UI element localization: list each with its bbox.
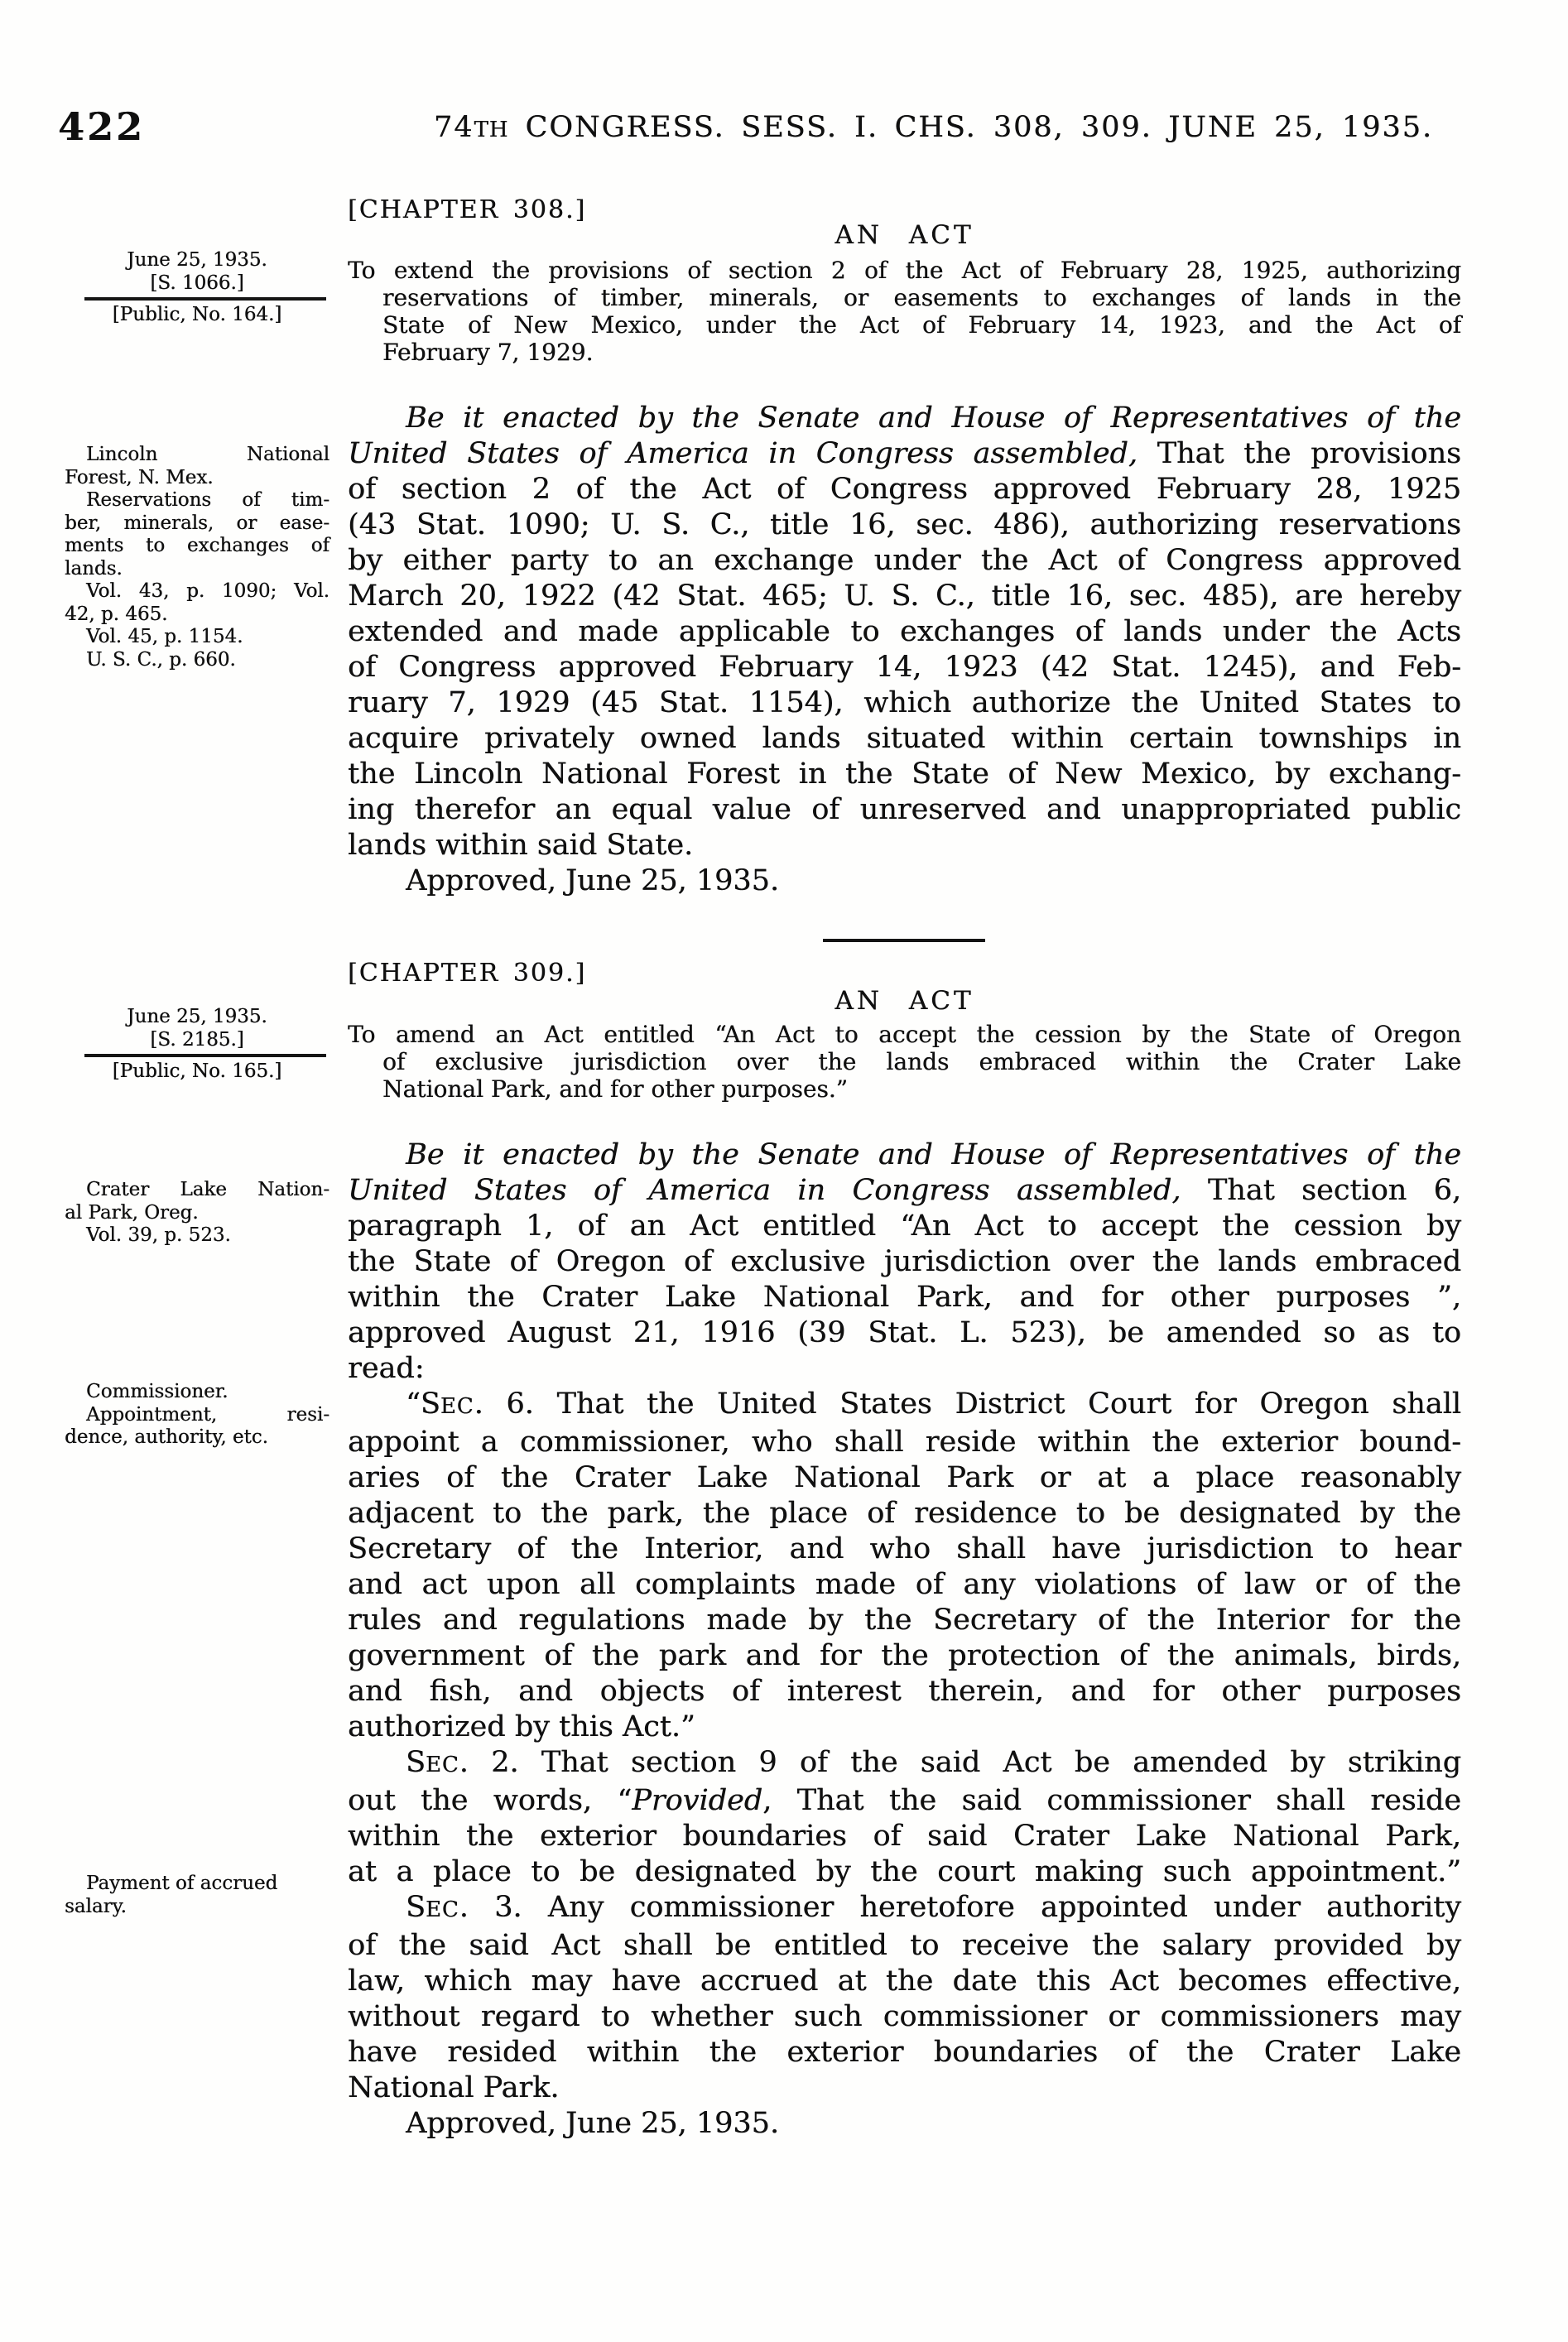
- act-label: AN ACT: [835, 986, 974, 1016]
- text-line: SEC. 2. That section 9 of the said Act be amended by striking: [406, 1746, 1461, 1779]
- sidenote-bill-number: [S. 1066.]: [150, 272, 244, 294]
- text-line: ments to exchanges of: [65, 535, 329, 556]
- text-line: and act upon all complaints made of any violations of law or of the: [348, 1568, 1461, 1601]
- margin-note-payment-salary: [65, 1873, 329, 1918]
- sidenote-date: June 25, 1935.: [127, 249, 267, 271]
- text-line: Commissioner.: [86, 1381, 228, 1402]
- text-line: and fish, and objects of interest therein, and for other purposes: [348, 1675, 1461, 1708]
- text-line: read:: [348, 1352, 425, 1385]
- text-line: U. S. C., p. 660.: [86, 648, 236, 671]
- text-line: adjacent to the park, the place of residence to be designated by the: [348, 1497, 1461, 1530]
- text-line: al Park, Oreg.: [65, 1201, 199, 1224]
- text-line: Vol. 43, p. 1090; Vol.: [86, 580, 329, 602]
- text-line: the State of Oregon of exclusive jurisdiction over the lands embraced: [348, 1245, 1461, 1278]
- text-line: authorized by this Act.”: [348, 1710, 695, 1743]
- sidenote-bill-number: [S. 2185.]: [150, 1029, 244, 1051]
- text-line: lands.: [65, 557, 123, 579]
- text-line: salary.: [65, 1895, 127, 1917]
- text-line: within the Crater Lake National Park, and for other purposes ”,: [348, 1281, 1461, 1314]
- sidenote-date-block: [65, 248, 329, 326]
- text-line: by either party to an exchange under the Act of Congress approved: [348, 544, 1461, 577]
- text-line: Be it enacted by the Senate and House of Representatives of the: [406, 402, 1461, 435]
- text-line: government of the park and for the protection of the animals, birds,: [348, 1639, 1461, 1672]
- text-line: extended and made applicable to exchanges of lands under the Acts: [348, 615, 1461, 648]
- text-line: of the said Act shall be entitled to receive the salary provided by: [348, 1929, 1461, 1962]
- text-line: February 7, 1929.: [382, 339, 594, 366]
- text-line: National Park.: [348, 2071, 560, 2104]
- text-line: at a place to be designated by the court making such appointment.”: [348, 1855, 1461, 1888]
- margin-note-crater-lake: [65, 1179, 329, 1248]
- text-line: lands within said State.: [348, 829, 694, 862]
- act-body: [348, 401, 1461, 899]
- text-line: of section 2 of the Act of Congress approved February 28, 1925: [348, 473, 1461, 506]
- text-line: To amend an Act entitled “An Act to accept the cession by the State of Oregon: [348, 1021, 1461, 1048]
- text-line: of Congress approved February 14, 1923 (42 Stat. 1245), and Feb-: [348, 651, 1461, 684]
- sidenote-public-number: [Public, No. 165.]: [112, 1060, 282, 1082]
- text-line: United States of America in Congress assembled, That the provisions: [348, 437, 1461, 470]
- text-line: Be it enacted by the Senate and House of Representatives of the: [406, 1138, 1461, 1171]
- text-line: 42, p. 465.: [65, 603, 168, 625]
- margin-note-lincoln-forest: [65, 444, 329, 671]
- sidenote-date: June 25, 1935.: [127, 1006, 267, 1027]
- chapter-heading: [CHAPTER 308.]: [348, 195, 587, 224]
- text-line: Vol. 45, p. 1154.: [86, 626, 243, 647]
- text-line: Payment of accrued: [86, 1873, 278, 1894]
- text-line: ruary 7, 1929 (45 Stat. 1154), which authorize the United States to: [348, 686, 1461, 719]
- text-line: To extend the provisions of section 2 of the Act of February 28, 1925, authorizing: [348, 257, 1461, 284]
- margin-note-commissioner: [65, 1381, 329, 1450]
- text-line: reservations of timber, minerals, or easements to exchanges of lands in the: [382, 284, 1461, 311]
- text-line: Vol. 39, p. 523.: [86, 1224, 231, 1246]
- text-line: within the exterior boundaries of said Crater Lake National Park,: [348, 1820, 1461, 1853]
- text-line: paragraph 1, of an Act entitled “An Act to accept the cession by: [348, 1209, 1461, 1243]
- text-line: State of New Mexico, under the Act of February 14, 1923, and the Act of: [382, 311, 1461, 339]
- text-line: aries of the Crater Lake National Park or at a place reasonably: [348, 1461, 1461, 1494]
- text-line: appoint a commissioner, who shall reside within the exterior bound-: [348, 1426, 1461, 1459]
- sidenote-public-number: [Public, No. 164.]: [112, 304, 282, 325]
- text-line: the Lincoln National Forest in the State of New Mexico, by exchang-: [348, 757, 1461, 791]
- act-label: AN ACT: [835, 220, 974, 250]
- text-line: Forest, N. Mex.: [65, 466, 214, 488]
- text-line: Lincoln National: [86, 444, 329, 465]
- text-line: of exclusive jurisdiction over the lands embraced within the Crater Lake: [382, 1048, 1461, 1075]
- text-line: dence, authority, etc.: [65, 1426, 268, 1448]
- sidenote-rule: [84, 297, 326, 301]
- text-line: Appointment, resi-: [86, 1403, 329, 1426]
- text-line: rules and regulations made by the Secretary of the Interior for the: [348, 1604, 1461, 1637]
- chapter-heading: [CHAPTER 309.]: [348, 959, 587, 988]
- text-line: acquire privately owned lands situated within certain townships in: [348, 722, 1461, 755]
- act-title: [348, 1021, 1461, 1103]
- text-line: (43 Stat. 1090; U. S. C., title 16, sec. 486), authorizing reservations: [348, 508, 1461, 541]
- act-body: [348, 1137, 1461, 2142]
- text-line: SEC. 3. Any commissioner heretofore appointed under authority: [406, 1891, 1461, 1924]
- text-line: ber, minerals, or ease-: [65, 512, 329, 534]
- text-line: out the words, “Provided, That the said commissioner shall reside: [348, 1784, 1461, 1817]
- act-title: [348, 257, 1461, 366]
- text-line: have resided within the exterior boundaries of the Crater Lake: [348, 2036, 1461, 2069]
- text-line: Crater Lake Nation-: [86, 1179, 329, 1200]
- running-header: 74TH CONGRESS. SESS. I. CHS. 308, 309. JUNE 25, 1935.: [433, 111, 1434, 144]
- sidenote-date-block: [65, 1005, 329, 1083]
- text-line: United States of America in Congress assembled, That section 6,: [348, 1174, 1461, 1207]
- text-line: Secretary of the Interior, and who shall have jurisdiction to hear: [348, 1532, 1461, 1565]
- text-line: Approved, June 25, 1935.: [406, 864, 779, 897]
- text-line: Approved, June 25, 1935.: [406, 2107, 779, 2140]
- text-line: National Park, and for other purposes.”: [382, 1075, 848, 1103]
- page-number: 422: [58, 104, 146, 149]
- text-line: approved August 21, 1916 (39 Stat. L. 523), be amended so as to: [348, 1316, 1461, 1349]
- text-line: ing therefor an equal value of unreserved and unappropriated public: [348, 793, 1461, 826]
- text-line: Reservations of tim-: [86, 489, 329, 511]
- section-divider: [823, 939, 985, 942]
- text-line: without regard to whether such commissioner or commissioners may: [348, 2000, 1461, 2033]
- text-line: law, which may have accrued at the date this Act becomes effective,: [348, 1964, 1461, 1998]
- text-line: March 20, 1922 (42 Stat. 465; U. S. C., title 16, sec. 485), are hereby: [348, 579, 1461, 613]
- sidenote-rule: [84, 1054, 326, 1057]
- text-line: “SEC. 6. That the United States District Court for Oregon shall: [406, 1387, 1461, 1421]
